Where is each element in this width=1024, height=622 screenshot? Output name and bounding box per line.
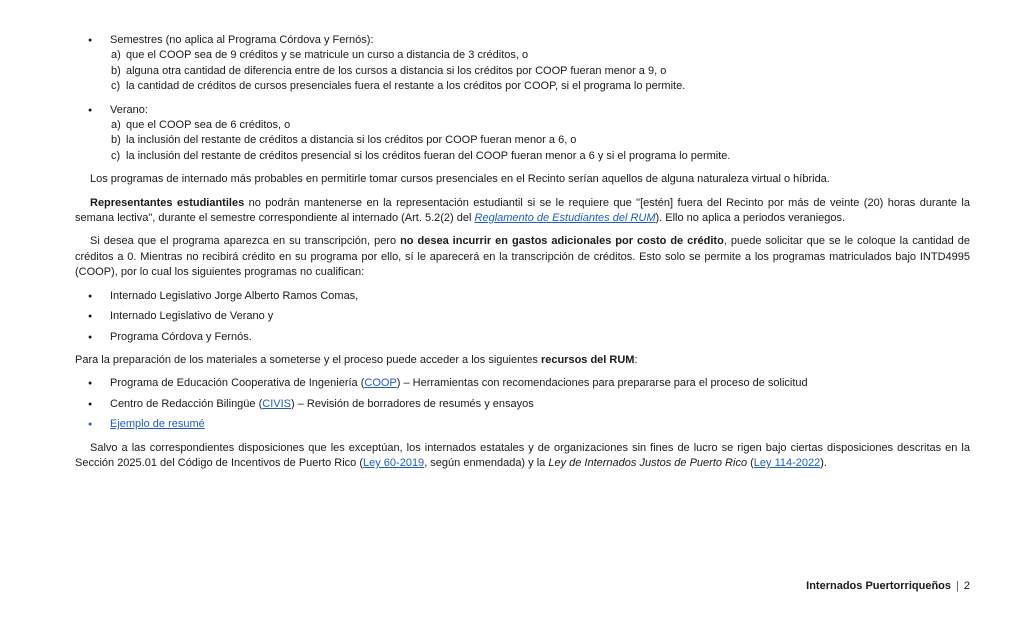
civis-link[interactable]: CIVIS: [262, 397, 291, 410]
sublist-item: [75, 149, 970, 164]
footer-title: Internados Puertorriqueños: [806, 580, 952, 592]
paragraph-recursos: [75, 353, 970, 368]
item-letter: b): [111, 64, 121, 77]
sublist-item: [75, 48, 970, 63]
page-content: [75, 33, 970, 471]
item-text: que el COOP sea de 9 créditos y se matricule un curso a distancia de 3 créditos, o: [126, 49, 529, 62]
sublist-item: [75, 118, 970, 133]
list-item-text: Internado Legislativo Jorge Alberto Ramos Comas,: [110, 289, 359, 302]
sublist-item: [75, 64, 970, 79]
reglamento-link[interactable]: Reglamento de Estudiantes del RUM: [474, 212, 656, 225]
bold-text: Representantes estudiantiles: [90, 196, 245, 209]
coop-link[interactable]: COOP: [364, 377, 397, 390]
list-item: [75, 289, 970, 304]
paragraph-internado: [75, 172, 970, 187]
list-item-text: ) – Revisión de borradores de resumés y ensayos: [291, 397, 534, 410]
list-item-text: Internado Legislativo de Verano y: [110, 310, 274, 323]
list-item-verano: [75, 103, 970, 118]
paragraph-text: :: [634, 353, 638, 366]
list-item-text: Programa de Educación Cooperativa de Ingeniería (: [110, 377, 365, 390]
paragraph-transcripcion: [75, 234, 970, 280]
ley-114-2022-link[interactable]: Ley 114-2022: [753, 456, 821, 469]
sublist-item: [75, 133, 970, 148]
list-item-semestres: [75, 33, 970, 48]
recursos-list: [75, 376, 970, 432]
verano-title: Verano:: [110, 103, 148, 116]
no-cualifican-list: [75, 289, 970, 345]
paragraph-text: , puede solicitar que se le coloque la cantidad de créditos a 0. Mientras no recibirá crédito en su programa por ello, sí le aparecerá en la transcripción de créditos. Esto solo se permite a los programas matriculados bajo INTD4995 (COOP), por lo cual los siguientes programas no cualifican:: [75, 235, 971, 279]
paragraph-text: Si desea que el programa aparezca en su transcripción, pero: [90, 235, 401, 248]
paragraph-text: Los programas de internado más probables en permitirle tomar cursos presenciales en el Recinto serían aquellos de alguna naturaleza virtual o híbrida.: [90, 173, 830, 186]
list-item-text: Programa Córdova y Fernós.: [110, 330, 252, 343]
paragraph-salvo: [75, 441, 970, 472]
sublist-item: [75, 79, 970, 94]
item-letter: b): [111, 134, 121, 147]
item-letter: c): [111, 149, 121, 162]
italic-text: Ley de Internados Justos de Puerto Rico: [548, 456, 748, 469]
item-text: la inclusión del restante de créditos a distancia si los créditos por COOP fueran menor a 6, o: [126, 134, 577, 147]
item-letter: c): [111, 80, 121, 93]
paragraph-text: ).: [820, 456, 827, 469]
item-text: la cantidad de créditos de cursos presenciales fuera el restante a los créditos por COOP, si el programa lo permite.: [126, 80, 686, 93]
item-text: la inclusión del restante de créditos presencial si los créditos fueran del COOP fueran menor a 6 y si el programa lo permite.: [126, 149, 731, 162]
list-item-civis: [75, 397, 970, 412]
bold-text: recursos del RUM: [540, 353, 635, 366]
item-letter: a): [111, 49, 121, 62]
list-item-text: ) – Herramientas con recomendaciones para prepararse para el proceso de solicitud: [396, 377, 808, 390]
list-item: [75, 309, 970, 324]
item-letter: a): [111, 119, 121, 132]
paragraph-text: Para la preparación de los materiales a someterse y el proceso puede acceder a los siguientes: [75, 353, 541, 366]
paragraph-text: no podrán mantenerse en la representación estudiantil si se le requiere que "[estén] fuera del Recinto por más de veinte (20) horas durante la semana lectiva", durante el semestre correspondiente al internado (Art. 5.2(2) del: [75, 196, 970, 225]
page-footer: [806, 580, 970, 592]
ejemplo-resume-link[interactable]: Ejemplo de resumé: [110, 418, 205, 431]
paragraph-text: (: [747, 456, 754, 469]
semestres-title: Semestres (no aplica al Programa Córdova y Fernós):: [110, 34, 374, 46]
list-item-text: Centro de Redacción Bilingüe (: [110, 397, 263, 410]
page-number: 2: [963, 580, 970, 592]
item-text: que el COOP sea de 6 créditos, o: [126, 119, 291, 132]
list-item-coop: [75, 376, 970, 391]
bold-text: no desea incurrir en gastos adicionales por costo de crédito: [400, 235, 724, 248]
paragraph-representantes: [75, 196, 970, 227]
paragraph-text: , según enmendada) y la: [424, 456, 549, 469]
paragraph-text: Salvo a las correspondientes disposiciones que les exceptúan, los internados estatales y de organizaciones sin fines de lucro se rigen bajo ciertas disposiciones descritas en la Sección 2025.01 del Código de Incentivos de Puerto Rico (: [75, 441, 970, 469]
footer-separator: |: [956, 580, 959, 592]
ley-60-2019-link[interactable]: Ley 60-2019: [363, 456, 425, 469]
list-item: [75, 330, 970, 345]
paragraph-text: ). Ello no aplica a periodos veraniegos.: [655, 212, 846, 225]
item-text: alguna otra cantidad de diferencia entre de los cursos a distancia si los créditos por COOP fueran menor a 9, o: [126, 64, 667, 77]
list-item-ejemplo: [75, 417, 970, 432]
